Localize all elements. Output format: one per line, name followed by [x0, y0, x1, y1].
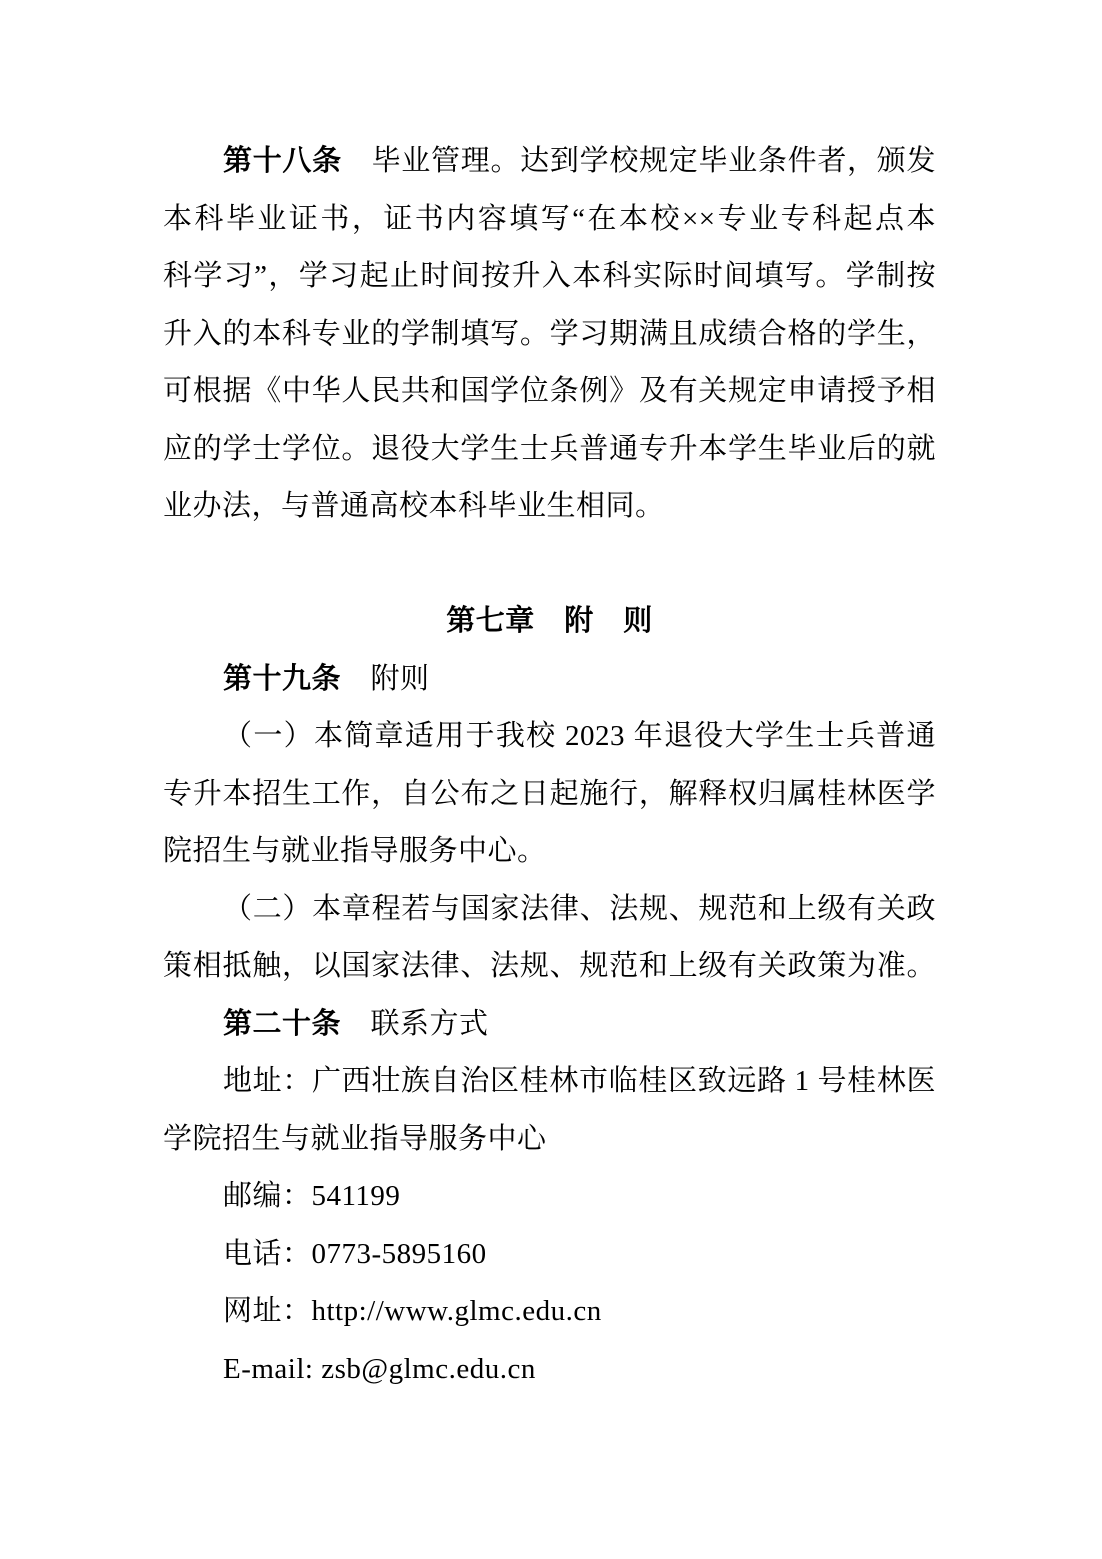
contact-phone-line: [163, 1226, 936, 1284]
body-text: 专升本招生工作，自公布之日起施行，解释权归属桂林医学: [163, 777, 936, 810]
bold-text: 第七章 附 则: [446, 605, 653, 637]
contact-address-line-2: [163, 1111, 936, 1169]
body-text: 业办法，与普通高校本科毕业生相同。: [163, 490, 665, 522]
article-19-item-2-line-2: [163, 938, 936, 996]
body-text: 策相抵触，以国家法律、法规、规范和上级有关政策为准。: [163, 950, 936, 982]
article-19-item-1-line-3: [163, 823, 936, 881]
article-18-line-1: [163, 133, 936, 191]
body-text: E-mail: zsb@glmc.edu.cn: [223, 1352, 536, 1385]
body-text: 可根据《中华人民共和国学位条例》及有关规定申请授予相: [163, 375, 936, 407]
spacer-line: [163, 536, 936, 594]
article-19-heading: [163, 651, 936, 709]
article-18-line-4: [163, 306, 936, 364]
article-18-line-2: [163, 191, 936, 249]
body-text: （二）本章程若与国家法律、法规、规范和上级有关政: [223, 892, 936, 925]
document-body: [163, 133, 936, 1398]
body-text: 地址：广西壮族自治区桂林市临桂区致远路 1 号桂林医: [223, 1065, 936, 1097]
body-text: 科学习”，学习起止时间按升入本科实际时间填写。学制按: [163, 260, 936, 292]
body-text: 邮编：541199: [223, 1180, 401, 1212]
body-text: 电话：0773-5895160: [223, 1237, 487, 1270]
body-text: 学院招生与就业指导服务中心: [163, 1122, 547, 1155]
bold-text: 第十九条: [223, 662, 342, 695]
article-19-item-1-line-1: [163, 708, 936, 766]
contact-postcode-line: [163, 1168, 936, 1226]
bold-text: 第二十条: [223, 1007, 342, 1040]
article-19-item-1-line-2: [163, 766, 936, 824]
chapter-7-heading: [163, 593, 936, 651]
article-20-heading: [163, 996, 936, 1054]
body-text: 升入的本科专业的学制填写。学习期满且成绩合格的学生，: [163, 317, 936, 350]
article-18-line-6: [163, 421, 936, 479]
body-text: 本科毕业证书，证书内容填写“在本校××专业专科起点本: [163, 202, 936, 235]
contact-email-line: [163, 1341, 936, 1399]
article-19-item-2-line-1: [163, 881, 936, 939]
bold-text: 第十八条: [223, 145, 342, 177]
body-text: （一）本简章适用于我校 2023 年退役大学生士兵普通: [223, 720, 936, 752]
contact-website-line: [163, 1283, 936, 1341]
article-18-line-7: [163, 478, 936, 536]
contact-address-line-1: [163, 1053, 936, 1111]
body-text: 联系方式: [341, 1007, 489, 1040]
body-text: 附则: [341, 662, 430, 695]
body-text: 网址：http://www.glmc.edu.cn: [223, 1295, 602, 1327]
body-text: 应的学士学位。退役大学生士兵普通专升本学生毕业后的就: [163, 432, 936, 465]
body-text: 院招生与就业指导服务中心。: [163, 835, 547, 867]
article-18-line-5: [163, 363, 936, 421]
article-18-line-3: [163, 248, 936, 306]
body-text: 毕业管理。达到学校规定毕业条件者，颁发: [341, 145, 936, 177]
